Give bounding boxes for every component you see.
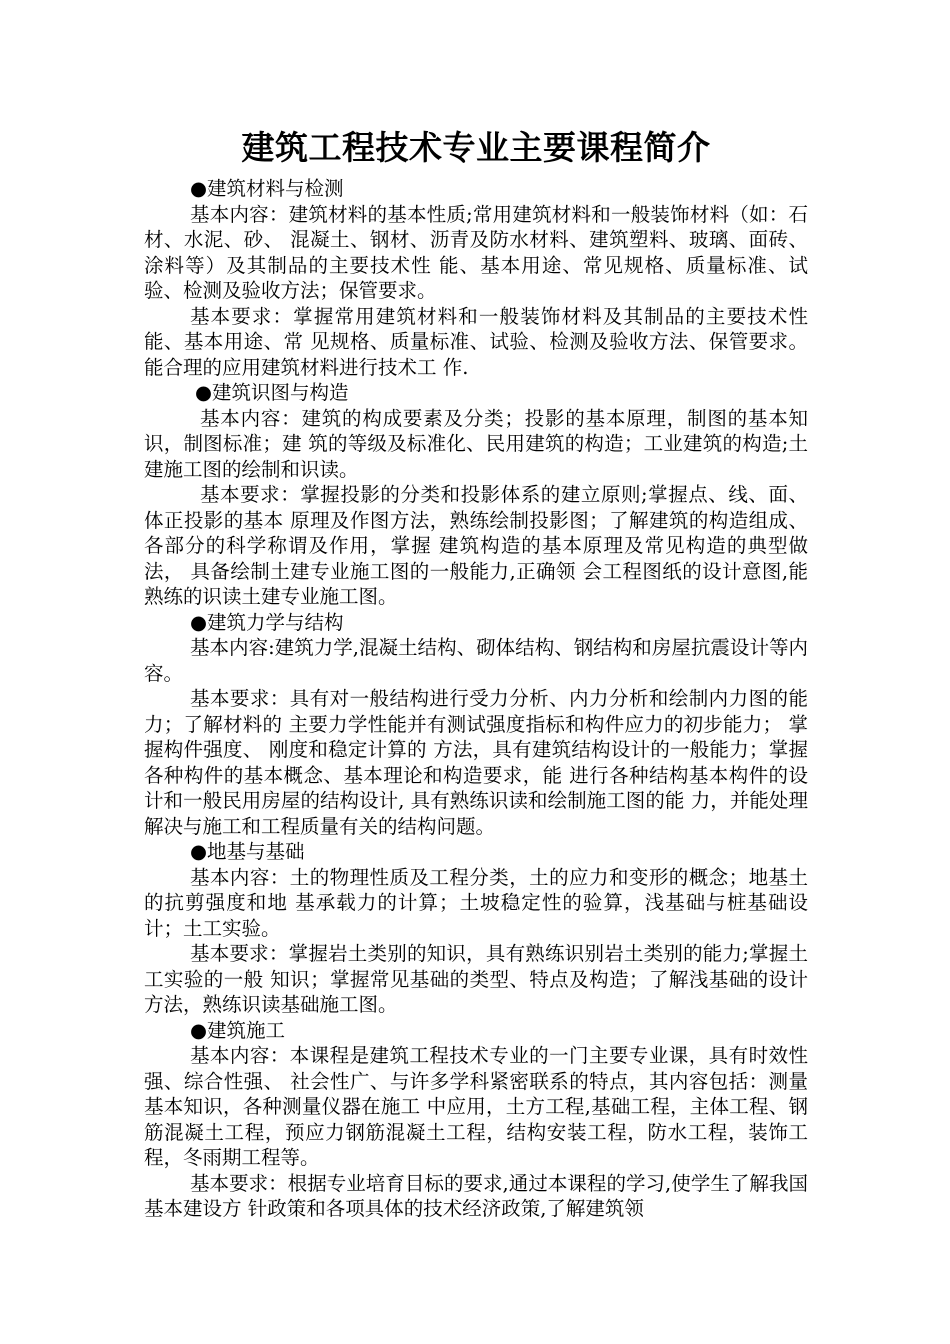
- section-heading: ●建筑施工: [190, 1018, 286, 1042]
- document-page: [144, 124, 808, 1222]
- section-content: 基本内容：建筑材料的基本性质;常用建筑材料和一般装饰材料（如：石材、水泥、砂、 混凝土、钢材、沥青及防水材料、建筑塑料、玻璃、面砖、涂料等）及其制品的主要技术性 能、基本用途、常见规格、质量标准、试验、检测及验收方法；保管要求。: [144, 202, 808, 302]
- section-requirement: 基本要求：掌握岩土类别的知识，具有熟练识别岩土类别的能力;掌握土工实验的一般 知识；掌握常见基础的类型、特点及构造；了解浅基础的设计方法，熟练识读基础施工图。: [144, 942, 808, 1016]
- section-requirement: 基本要求：掌握常用建筑材料和一般装饰材料及其制品的主要技术性能、基本用途、常 见规格、质量标准、试验、检测及验收方法、保管要求。能合理的应用建筑材料进行技术工 作.: [144, 304, 808, 379]
- section-requirement: 基本要求：根据专业培育目标的要求,通过本课程的学习,使学生了解我国基本建设方 针政策和各项具体的技术经济政策,了解建筑领: [144, 1171, 808, 1220]
- section-construction: [144, 1018, 808, 1222]
- section-mechanics-structure: [144, 610, 808, 840]
- section-heading: ●地基与基础: [190, 840, 305, 863]
- section-heading: ●建筑材料与检测: [190, 177, 344, 200]
- section-content: 基本内容：建筑的构成要素及分类；投影的基本原理，制图的基本知识，制图标准；建 筑的等级及标准化、民用建筑的构造；工业建筑的构造;土建施工图的绘制和识读。: [144, 406, 808, 481]
- section-heading: ●建筑力学与结构: [190, 610, 344, 634]
- section-foundation: [144, 839, 808, 1018]
- section-requirement: 基本要求：掌握投影的分类和投影体系的建立原则;掌握点、线、面、体正投影的基本 原理及作图方法，熟练绘制投影图；了解建筑的构造组成、各部分的科学称谓及作用，掌握 建筑构造的基本原理及常见构造的典型做法， 具备绘制土建专业施工图的一般能力,正确领 会工程图纸的设计意图,能熟练的识读土建专业施工图。: [144, 483, 808, 608]
- section-content: 基本内容:建筑力学,混凝土结构、砌体结构、钢结构和房屋抗震设计等内容。: [144, 636, 808, 685]
- section-heading: ●建筑识图与构造: [195, 381, 349, 404]
- section-requirement: 基本要求：具有对一般结构进行受力分析、内力分析和绘制内力图的能力；了解材料的 主要力学性能并有测试强度指标和构件应力的初步能力； 掌握构件强度、 刚度和稳定计算的 方法，具有建筑结构设计的一般能力；掌握各种构件的基本概念、基本理论和构造要求，能 进行各种结构基本构件的设计和一般民用房屋的结构设计, 具有熟练识读和绘制施工图的能 力，并能处理解决与施工和工程质量有关的结构问题。: [144, 687, 808, 838]
- section-drawing-construction: [144, 380, 808, 610]
- section-materials: [144, 176, 808, 380]
- section-content: 基本内容：土的物理性质及工程分类，土的应力和变形的概念；地基土的抗剪强度和地 基承载力的计算；土坡稳定性的验算，浅基础与桩基础设计；土工实验。: [144, 865, 808, 940]
- section-content: 基本内容：本课程是建筑工程技术专业的一门主要专业课，具有时效性强、综合性强、 社会性广、与许多学科紧密联系的特点，其内容包括：测量基本知识，各种测量仪器在施工 中应用，土方工程,基础工程，主体工程、钢筋混凝土工程，预应力钢筋混凝土工程，结构安装工程，防水工程，装饰工程，冬雨期工程等。: [144, 1044, 808, 1169]
- document-title: 建筑工程技术专业主要课程简介: [241, 128, 711, 167]
